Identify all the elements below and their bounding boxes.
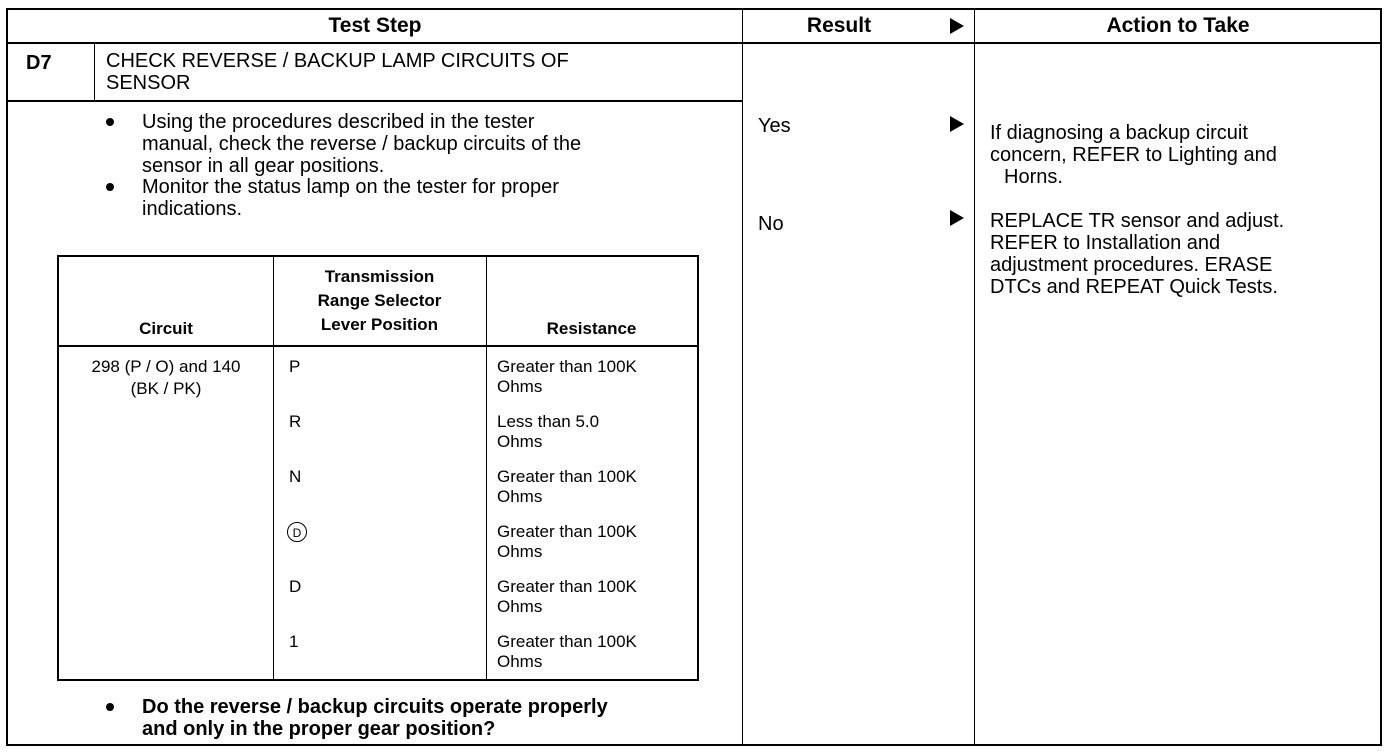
position-cell: D: [289, 577, 302, 596]
step-title-divider: [8, 100, 742, 102]
instruction-2-line1: Monitor the status lamp on the tester for proper: [142, 176, 559, 198]
col-header-circuit: Circuit: [139, 319, 193, 338]
question-line2: and only in the proper gear position?: [142, 718, 496, 740]
position-cell: 1: [289, 632, 299, 651]
column-divider-action: [974, 10, 975, 744]
action-no-line2: REFER to Installation and: [990, 232, 1221, 254]
action-yes-line2: concern, REFER to Lighting and: [990, 144, 1277, 166]
col-header-position-l2: Range Selector: [317, 291, 442, 310]
step-id: D7: [26, 52, 52, 74]
col-header-position-l3: Lever Position: [320, 315, 439, 334]
resistance-cell-l2: Ohms: [497, 487, 543, 506]
header-test-step: Test Step: [328, 14, 422, 37]
circuit-line1: 298 (P / O) and 140: [91, 357, 241, 376]
result-no: No: [758, 213, 784, 235]
position-cell: P: [289, 357, 301, 376]
action-no-line4: DTCs and REPEAT Quick Tests.: [990, 276, 1278, 298]
instruction-1-line2: manual, check the reverse / backup circuits of the: [142, 133, 582, 155]
result-yes: Yes: [758, 115, 791, 137]
step-title-line1: CHECK REVERSE / BACKUP LAMP CIRCUITS OF: [106, 50, 569, 72]
header-result: Result: [806, 14, 872, 37]
action-no-line1: REPLACE TR sensor and adjust.: [990, 210, 1285, 232]
header-action: Action to Take: [1106, 14, 1250, 37]
action-yes-line3: Horns.: [1004, 166, 1063, 188]
position-cell: R: [289, 412, 302, 431]
bullet-icon: [106, 703, 114, 711]
bullet-icon: [106, 183, 114, 191]
step-title-line2: SENSOR: [106, 72, 191, 94]
result-yes-arrow-icon: [950, 116, 964, 132]
circuit-line2: (BK / PK): [130, 379, 202, 398]
col-header-position-l1: Transmission: [324, 267, 435, 286]
resistance-cell-l2: Ohms: [497, 652, 543, 671]
result-no-arrow-icon: [950, 210, 964, 226]
instruction-1-line1: Using the procedures described in the tester: [142, 111, 535, 133]
resistance-cell-l2: Ohms: [497, 377, 543, 396]
resistance-cell-l2: Ohms: [497, 542, 543, 561]
resistance-cell-l1: Greater than 100K: [497, 467, 637, 486]
resistance-cell-l1: Greater than 100K: [497, 357, 637, 376]
inner-header-divider: [59, 345, 697, 347]
resistance-cell-l2: Ohms: [497, 597, 543, 616]
instruction-1-line3: sensor in all gear positions.: [142, 155, 385, 177]
column-divider-result: [742, 10, 743, 744]
overdrive-circle-icon: D: [287, 522, 307, 542]
resistance-cell-l1: Less than 5.0: [497, 412, 600, 431]
resistance-cell-l1: Greater than 100K: [497, 522, 637, 541]
question-line1: Do the reverse / backup circuits operate properly: [142, 696, 608, 718]
diagnostic-table: [6, 8, 1382, 746]
resistance-cell-l2: Ohms: [497, 432, 543, 451]
position-cell-overdrive: [287, 522, 307, 542]
header-arrow-icon: [950, 18, 964, 34]
resistance-cell-l1: Greater than 100K: [497, 577, 637, 596]
resistance-table: [57, 255, 699, 681]
resistance-cell-l1: Greater than 100K: [497, 632, 637, 651]
action-no-line3: adjustment procedures. ERASE: [990, 254, 1273, 276]
position-cell: N: [289, 467, 302, 486]
step-id-divider: [94, 42, 95, 100]
bullet-icon: [106, 118, 114, 126]
col-header-resistance: Resistance: [546, 319, 637, 338]
action-yes-line1: If diagnosing a backup circuit: [990, 122, 1248, 144]
instruction-2-line2: indications.: [142, 198, 243, 220]
header-divider: [8, 42, 1380, 44]
